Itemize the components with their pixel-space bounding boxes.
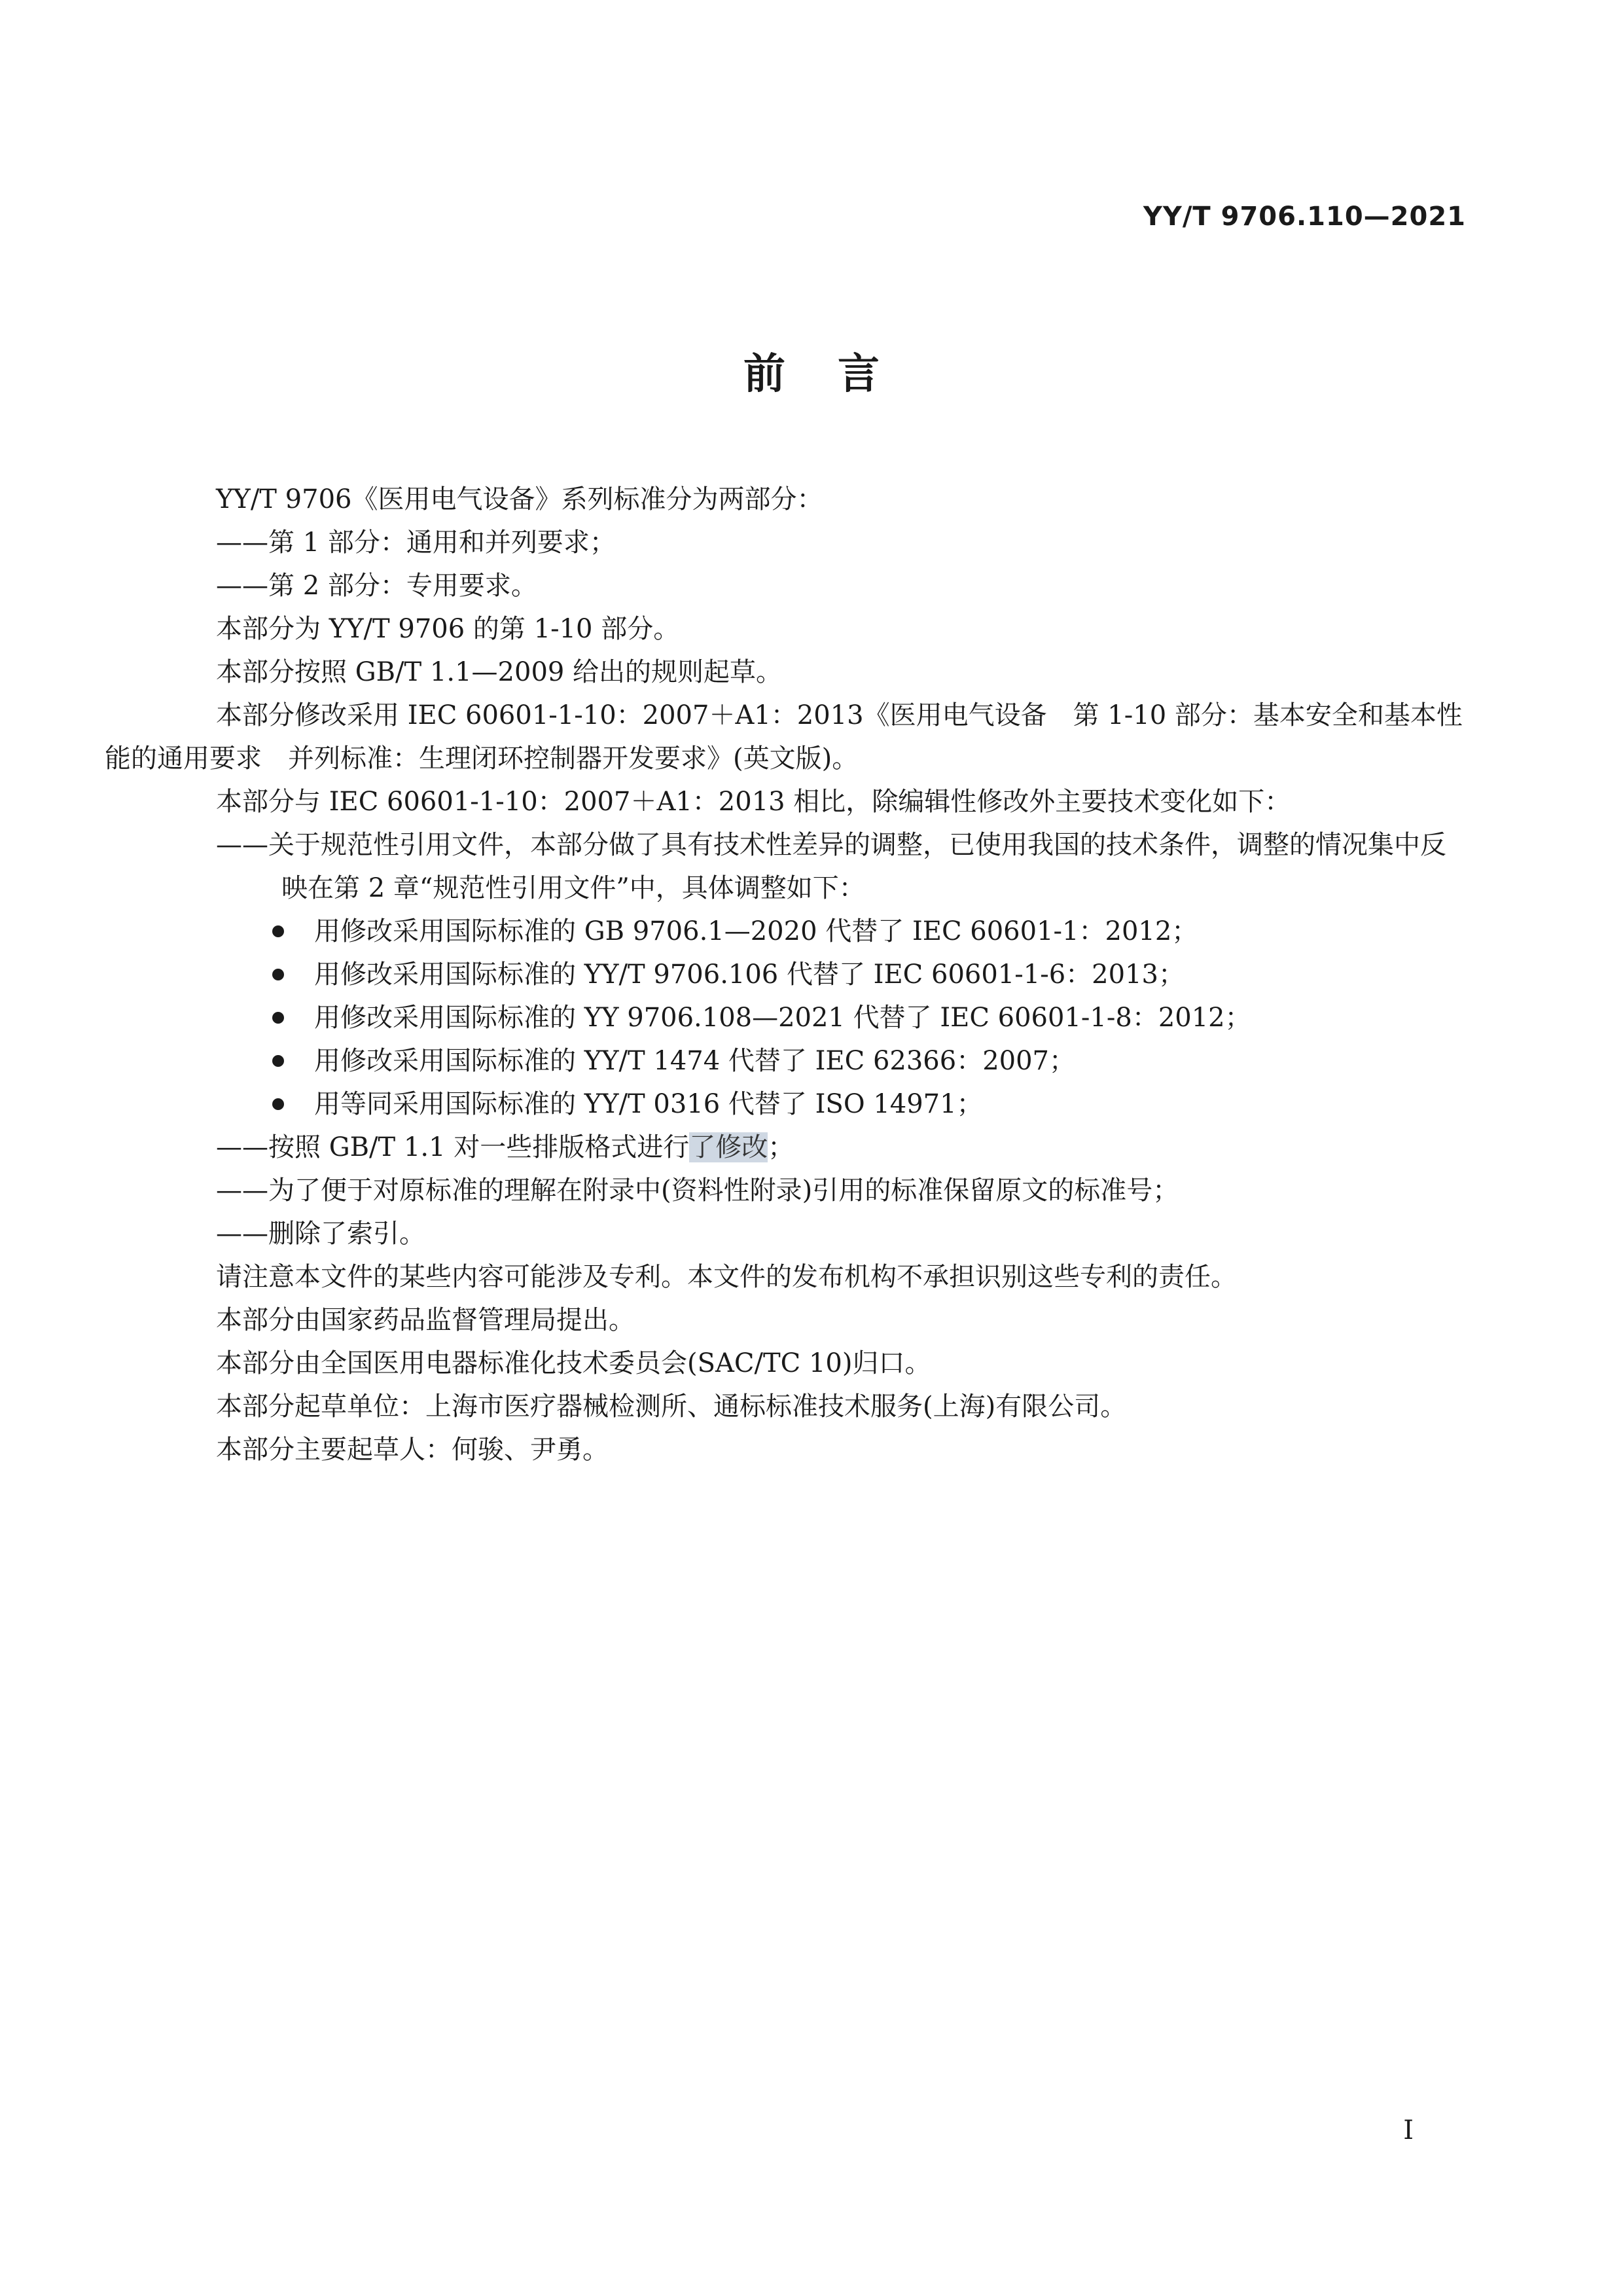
list-item <box>216 1083 1466 1126</box>
paragraph-drafting-units: 本部分起草单位：上海市医疗器械检测所、通标标准技术服务(上海)有限公司。 <box>216 1391 1127 1422</box>
paragraph-series-intro: YY/T 9706《医用电气设备》系列标准分为两部分： <box>216 484 823 514</box>
bullet-dot-icon <box>272 1098 284 1110</box>
bullet-text: 用等同采用国际标准的 YY/T 0316 代替了 ISO 14971； <box>314 1089 983 1119</box>
list-item <box>216 996 1466 1039</box>
page-title: 前言 <box>743 350 932 399</box>
change-item-formatting <box>216 1126 1466 1169</box>
bullet-dot-icon <box>272 925 284 937</box>
paragraph-under-jurisdiction: 本部分由全国医用电器标准化技术委员会(SAC/TC 10)归口。 <box>216 1348 931 1378</box>
bullet-text: 用修改采用国际标准的 GB 9706.1—2020 代替了 IEC 60601-1：2012； <box>314 916 1198 946</box>
paragraph-part-scope: 本部分为 YY/T 9706 的第 1-10 部分。 <box>216 614 680 644</box>
bullet-dot-icon <box>272 969 284 980</box>
change-formatting-prefix: ——按照 GB/T 1.1 对一些排版格式进行 <box>216 1132 690 1162</box>
page-number: I <box>1403 2115 1414 2145</box>
bullet-text: 用修改采用国际标准的 YY 9706.108—2021 代替了 IEC 60601-1-8：2012； <box>314 1003 1251 1033</box>
bullet-text: 用修改采用国际标准的 YY/T 9706.106 代替了 IEC 60601-1-6：2013； <box>314 960 1185 990</box>
change-item-annex-refs: ——为了便于对原标准的理解在附录中(资料性附录)引用的标准保留原文的标准号； <box>216 1175 1179 1206</box>
change-item-index-removed: ——删除了索引。 <box>216 1219 425 1249</box>
paragraph-drafters: 本部分主要起草人：何骏、尹勇。 <box>216 1435 609 1465</box>
paragraph-proposed-by: 本部分由国家药品监督管理局提出。 <box>216 1305 635 1335</box>
list-item-part-1: ——第 1 部分：通用和并列要求； <box>216 528 616 558</box>
list-item-part-2: ——第 2 部分：专用要求。 <box>216 571 537 601</box>
change-item-normative-refs: ——关于规范性引用文件，本部分做了具有技术性差异的调整，已使用我国的技术条件，调整的情况集中反映在第 2 章“规范性引用文件”中，具体调整如下： <box>216 830 1446 903</box>
list-item <box>216 910 1466 953</box>
bullet-list <box>216 910 1466 1126</box>
change-formatting-suffix: ； <box>768 1132 794 1162</box>
paragraph-adoption: 本部分修改采用 IEC 60601-1-10：2007＋A1：2013《医用电气设备 第 1-10 部分：基本安全和基本性能的通用要求 并列标准：生理闭环控制器开发要求》(英文版)。 <box>105 700 1463 774</box>
bullet-dot-icon <box>272 1012 284 1024</box>
foreword-content <box>105 478 1466 1471</box>
bullet-dot-icon <box>272 1055 284 1067</box>
bullet-text: 用修改采用国际标准的 YY/T 1474 代替了 IEC 62366：2007； <box>314 1046 1075 1076</box>
list-item <box>216 1039 1466 1083</box>
list-item <box>216 953 1466 996</box>
paragraph-changes-intro: 本部分与 IEC 60601-1-10：2007＋A1：2013 相比，除编辑性修改外主要技术变化如下： <box>216 787 1291 817</box>
standard-number: YY/T 9706.110—2021 <box>1143 202 1466 232</box>
paragraph-patent-notice: 请注意本文件的某些内容可能涉及专利。本文件的发布机构不承担识别这些专利的责任。 <box>216 1262 1237 1292</box>
paragraph-drafting-rules: 本部分按照 GB/T 1.1—2009 给出的规则起草。 <box>216 657 783 687</box>
change-formatting-highlight: 了修改 <box>689 1132 768 1162</box>
